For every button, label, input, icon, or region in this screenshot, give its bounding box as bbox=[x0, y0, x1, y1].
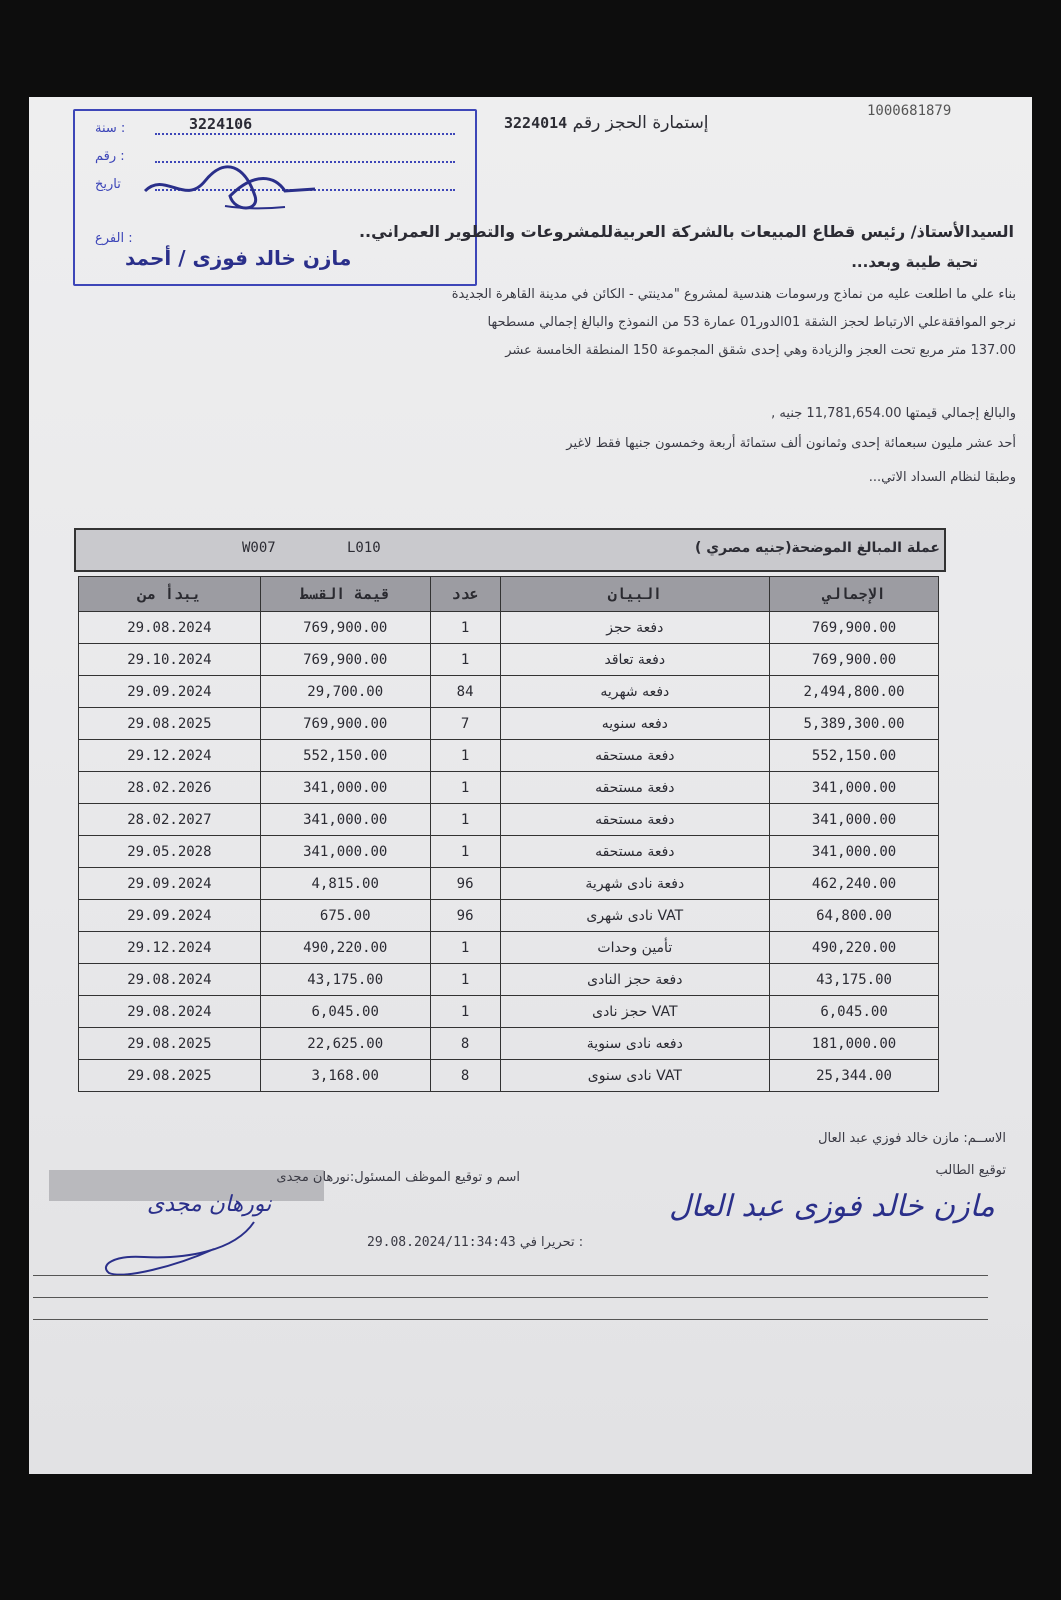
cell-start-date: 29.08.2025 bbox=[79, 1028, 261, 1060]
cell-description: VAT نادى سنوى bbox=[500, 1060, 770, 1092]
cell-count: 8 bbox=[430, 1060, 500, 1092]
table-row bbox=[79, 1028, 939, 1060]
table-row bbox=[79, 1060, 939, 1092]
total-value-line: والبالغ إجمالي قيمتها 11,781,654.00 جنيه , bbox=[771, 406, 1016, 421]
cell-installment: 43,175.00 bbox=[260, 964, 430, 996]
cell-description: دفعة مستحقه bbox=[500, 772, 770, 804]
code-l: L010 bbox=[347, 540, 381, 556]
payment-schedule-table bbox=[78, 576, 939, 1092]
cell-count: 1 bbox=[430, 612, 500, 644]
cell-total: 64,800.00 bbox=[770, 900, 939, 932]
cell-start-date: 29.09.2024 bbox=[79, 900, 261, 932]
divider-line bbox=[33, 1319, 988, 1320]
cell-total: 552,150.00 bbox=[770, 740, 939, 772]
cell-description: دفعة مستحقه bbox=[500, 836, 770, 868]
cell-count: 96 bbox=[430, 868, 500, 900]
payment-system-line: وطبقا لنظام السداد الاتي... bbox=[868, 470, 1016, 485]
cell-description: دفعة حجز النادى bbox=[500, 964, 770, 996]
cell-installment: 769,900.00 bbox=[260, 644, 430, 676]
cell-count: 7 bbox=[430, 708, 500, 740]
cell-description: دفعة تعاقد bbox=[500, 644, 770, 676]
cell-start-date: 28.02.2027 bbox=[79, 804, 261, 836]
table-header-row bbox=[79, 577, 939, 612]
letter-line-2: نرجو الموافقةعلي الارتباط لحجز الشقة 01الدور01 عمارة 53 من النموذج والبالغ إجمالي مسطحها bbox=[487, 315, 1016, 330]
col-installment: قيمة القسط bbox=[260, 577, 430, 612]
cell-installment: 341,000.00 bbox=[260, 836, 430, 868]
form-title: 3224014 إستمارة الحجز رقم bbox=[504, 113, 709, 133]
reference-number: 1000681879 bbox=[867, 103, 952, 119]
cell-installment: 4,815.00 bbox=[260, 868, 430, 900]
applicant-signature-label: توقيع الطالب bbox=[935, 1163, 1006, 1178]
applicant-signature: مازن خالد فوزى عبد العال bbox=[669, 1189, 995, 1224]
cell-count: 1 bbox=[430, 836, 500, 868]
cell-count: 1 bbox=[430, 772, 500, 804]
cell-description: دفعة حجز bbox=[500, 612, 770, 644]
cell-count: 1 bbox=[430, 932, 500, 964]
cell-installment: 341,000.00 bbox=[260, 804, 430, 836]
table-row bbox=[79, 644, 939, 676]
table-row bbox=[79, 772, 939, 804]
col-description: البيان bbox=[500, 577, 770, 612]
employee-signature: نورهان مجدى bbox=[147, 1192, 272, 1217]
table-row bbox=[79, 932, 939, 964]
letter-line-3: 137.00 متر مربع تحت العجز والزيادة وهي إحدى شقق المجموعة 150 المنطقة الخامسة عشر bbox=[505, 343, 1016, 358]
cell-start-date: 29.05.2028 bbox=[79, 836, 261, 868]
cell-description: دفعة مستحقه bbox=[500, 740, 770, 772]
cell-total: 6,045.00 bbox=[770, 996, 939, 1028]
cell-total: 769,900.00 bbox=[770, 612, 939, 644]
cell-start-date: 29.08.2024 bbox=[79, 964, 261, 996]
cell-total: 2,494,800.00 bbox=[770, 676, 939, 708]
table-row bbox=[79, 900, 939, 932]
cell-start-date: 29.09.2024 bbox=[79, 868, 261, 900]
cell-start-date: 29.12.2024 bbox=[79, 932, 261, 964]
cell-installment: 769,900.00 bbox=[260, 708, 430, 740]
cell-total: 490,220.00 bbox=[770, 932, 939, 964]
col-count: عدد bbox=[430, 577, 500, 612]
cell-description: دفعة مستحقه bbox=[500, 804, 770, 836]
cell-start-date: 28.02.2026 bbox=[79, 772, 261, 804]
cell-installment: 341,000.00 bbox=[260, 772, 430, 804]
cell-count: 1 bbox=[430, 964, 500, 996]
cell-description: VAT حجز نادى bbox=[500, 996, 770, 1028]
salutation: السيدالأستاذ/ رئيس قطاع المبيعات بالشركة العربيةللمشروعات والتطوير العمراني.. bbox=[358, 222, 1014, 241]
employee-signature-stroke bbox=[64, 1197, 264, 1277]
cell-installment: 29,700.00 bbox=[260, 676, 430, 708]
table-row bbox=[79, 868, 939, 900]
cell-installment: 490,220.00 bbox=[260, 932, 430, 964]
cell-description: دفعه سنويه bbox=[500, 708, 770, 740]
cell-installment: 3,168.00 bbox=[260, 1060, 430, 1092]
stamp-number: 3224106 bbox=[189, 115, 253, 133]
cell-total: 341,000.00 bbox=[770, 804, 939, 836]
cell-start-date: 29.08.2025 bbox=[79, 1060, 261, 1092]
divider-line bbox=[33, 1275, 988, 1276]
table-row bbox=[79, 676, 939, 708]
table-row bbox=[79, 740, 939, 772]
stamp-handwriting: مازن خالد فوزى / أحمد bbox=[125, 246, 352, 270]
cell-total: 5,389,300.00 bbox=[770, 708, 939, 740]
code-w: W007 bbox=[242, 540, 276, 556]
stamp-signature bbox=[135, 151, 335, 221]
cell-start-date: 29.12.2024 bbox=[79, 740, 261, 772]
cell-installment: 22,625.00 bbox=[260, 1028, 430, 1060]
table-row bbox=[79, 612, 939, 644]
employee-label: اسم و توقيع الموظف المسئول:نورهان مجدى bbox=[276, 1170, 520, 1185]
table-row bbox=[79, 804, 939, 836]
cell-total: 769,900.00 bbox=[770, 644, 939, 676]
col-total: الإجمالي bbox=[770, 577, 939, 612]
cell-description: دفعه شهريه bbox=[500, 676, 770, 708]
cell-installment: 769,900.00 bbox=[260, 612, 430, 644]
cell-total: 341,000.00 bbox=[770, 836, 939, 868]
cell-description: VAT نادى شهرى bbox=[500, 900, 770, 932]
document-page bbox=[29, 97, 1032, 1474]
cell-count: 1 bbox=[430, 644, 500, 676]
applicant-name: الاســم: مازن خالد فوزي عبد العال bbox=[818, 1131, 1006, 1146]
cell-count: 84 bbox=[430, 676, 500, 708]
cell-count: 96 bbox=[430, 900, 500, 932]
letter-line-1: بناء علي ما اطلعت عليه من نماذج ورسومات هندسية لمشروع "مدينتي - الكائن في مدينة القاهرة الجديدة bbox=[451, 287, 1016, 302]
table-caption-bar bbox=[74, 528, 946, 572]
cell-start-date: 29.09.2024 bbox=[79, 676, 261, 708]
table-row bbox=[79, 996, 939, 1028]
cell-start-date: 29.08.2025 bbox=[79, 708, 261, 740]
cell-count: 1 bbox=[430, 996, 500, 1028]
cell-start-date: 29.08.2024 bbox=[79, 612, 261, 644]
currency-note: عملة المبالغ الموضحة(جنيه مصري ) bbox=[694, 540, 940, 556]
form-number: 3224014 bbox=[504, 114, 568, 132]
cell-total: 181,000.00 bbox=[770, 1028, 939, 1060]
table-row bbox=[79, 708, 939, 740]
cell-count: 1 bbox=[430, 740, 500, 772]
table-row bbox=[79, 964, 939, 996]
col-start-date: يبدأ من bbox=[79, 577, 261, 612]
cell-start-date: 29.10.2024 bbox=[79, 644, 261, 676]
cell-description: دفعة نادى شهرية bbox=[500, 868, 770, 900]
cell-installment: 6,045.00 bbox=[260, 996, 430, 1028]
cell-start-date: 29.08.2024 bbox=[79, 996, 261, 1028]
divider-line bbox=[33, 1297, 988, 1298]
total-in-words: أحد عشر مليون سبعمائة إحدى وثمانون ألف ستمائة أربعة وخمسون جنيها فقط لاغير bbox=[566, 436, 1016, 451]
cell-total: 462,240.00 bbox=[770, 868, 939, 900]
cell-description: دفعه نادى سنوية bbox=[500, 1028, 770, 1060]
cell-total: 43,175.00 bbox=[770, 964, 939, 996]
company-stamp: 3224106 ﺳﻨﺔ : ﺭﻗﻢ : ﺗﺎﺭﻳﺦ ﺍﻟﻔﺮﻉ : مازن خالد فوزى / أحمد bbox=[73, 109, 477, 286]
cell-count: 1 bbox=[430, 804, 500, 836]
cell-total: 25,344.00 bbox=[770, 1060, 939, 1092]
cell-description: تأمين وحدات bbox=[500, 932, 770, 964]
greeting: تحية طيبة وبعد... bbox=[851, 253, 978, 271]
table-row bbox=[79, 836, 939, 868]
cell-count: 8 bbox=[430, 1028, 500, 1060]
cell-total: 341,000.00 bbox=[770, 772, 939, 804]
cell-installment: 552,150.00 bbox=[260, 740, 430, 772]
cell-installment: 675.00 bbox=[260, 900, 430, 932]
issue-date: 29.08.2024/11:34:43 تحريرا في : bbox=[367, 1235, 584, 1250]
